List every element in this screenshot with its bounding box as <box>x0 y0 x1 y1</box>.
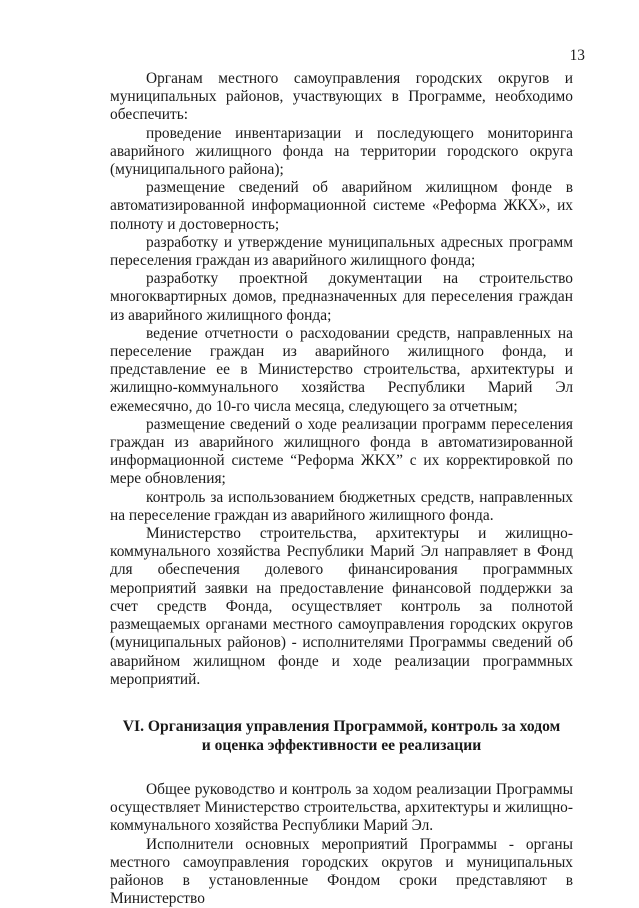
page-content <box>110 70 573 908</box>
page-number: 13 <box>569 47 585 64</box>
paragraph-inventory: проведение инвентаризации и последующего мониторинга аварийного жилищного фонда на территории городского округа (муниципального района); <box>110 124 573 179</box>
section-heading-line1: VI. Организация управления Программой, контроль за ходом <box>122 717 561 735</box>
paragraph-placement-info: размещение сведений об аварийном жилищном фонде в автоматизированной информационной системе «Реформа ЖКХ», их полноту и достоверность; <box>110 179 573 233</box>
paragraph-development-programs: разработку и утверждение муниципальных адресных программ переселения граждан из аварийного жилищного фонда; <box>110 233 573 270</box>
paragraph-executors: Исполнители основных мероприятий Программы - органы местного самоуправления городских округов и муниципальных районов в установленные Фондом сроки представляют в Министерство <box>110 835 573 908</box>
paragraph-ministry: Министерство строительства, архитектуры и жилищно-коммунального хозяйства Республики Марий Эл направляет в Фонд для обеспечения долевого финансирования программных мероприятий заявки на предоставление финансовой поддержки за счет средств Фонда, осуществляет контроль за полнотой размещаемых органами местного самоуправления городских округов (муниципальных районов) - исполнителями Программы сведений об аварийном жилищном фонде и ходе реализации программных мероприятий. <box>110 525 573 688</box>
paragraph-general-management: Общее руководство и контроль за ходом реализации Программы осуществляет Министерство строительства, архитектуры и жилищно-коммунального хозяйства Республики Марий Эл. <box>110 780 573 835</box>
section-heading-line2: и оценка эффективности ее реализации <box>201 736 482 754</box>
section-body <box>110 781 573 908</box>
paragraph-project-documentation: разработку проектной документации на строительство многоквартирных домов, предназначенных для переселения граждан из аварийного жилищного фонда; <box>110 270 573 324</box>
paragraph-intro: Органам местного самоуправления городских округов и муниципальных районов, участвующих в Программе, необходимо обеспечить: <box>110 70 573 124</box>
paragraph-progress-placement: размещение сведений о ходе реализации программ переселения граждан из аварийного жилищного фонда в автоматизированной информационной системе “Реформа ЖКХ” с их корректировкой по мере обновления; <box>110 415 573 488</box>
paragraph-budget-control: контроль за использованием бюджетных средств, направленных на переселение граждан из аварийного жилищного фонда. <box>110 488 573 524</box>
paragraph-reporting: ведение отчетности о расходовании средств, направленных на переселение граждан из аварийного жилищного фонда, и представление ее в Министерство строительства, архитектуры и жилищно-коммунального хозяйства Республики Марий Эл ежемесячно, до 10-го числа месяца, следующего за отчетным; <box>110 324 573 415</box>
section-heading <box>110 717 573 755</box>
